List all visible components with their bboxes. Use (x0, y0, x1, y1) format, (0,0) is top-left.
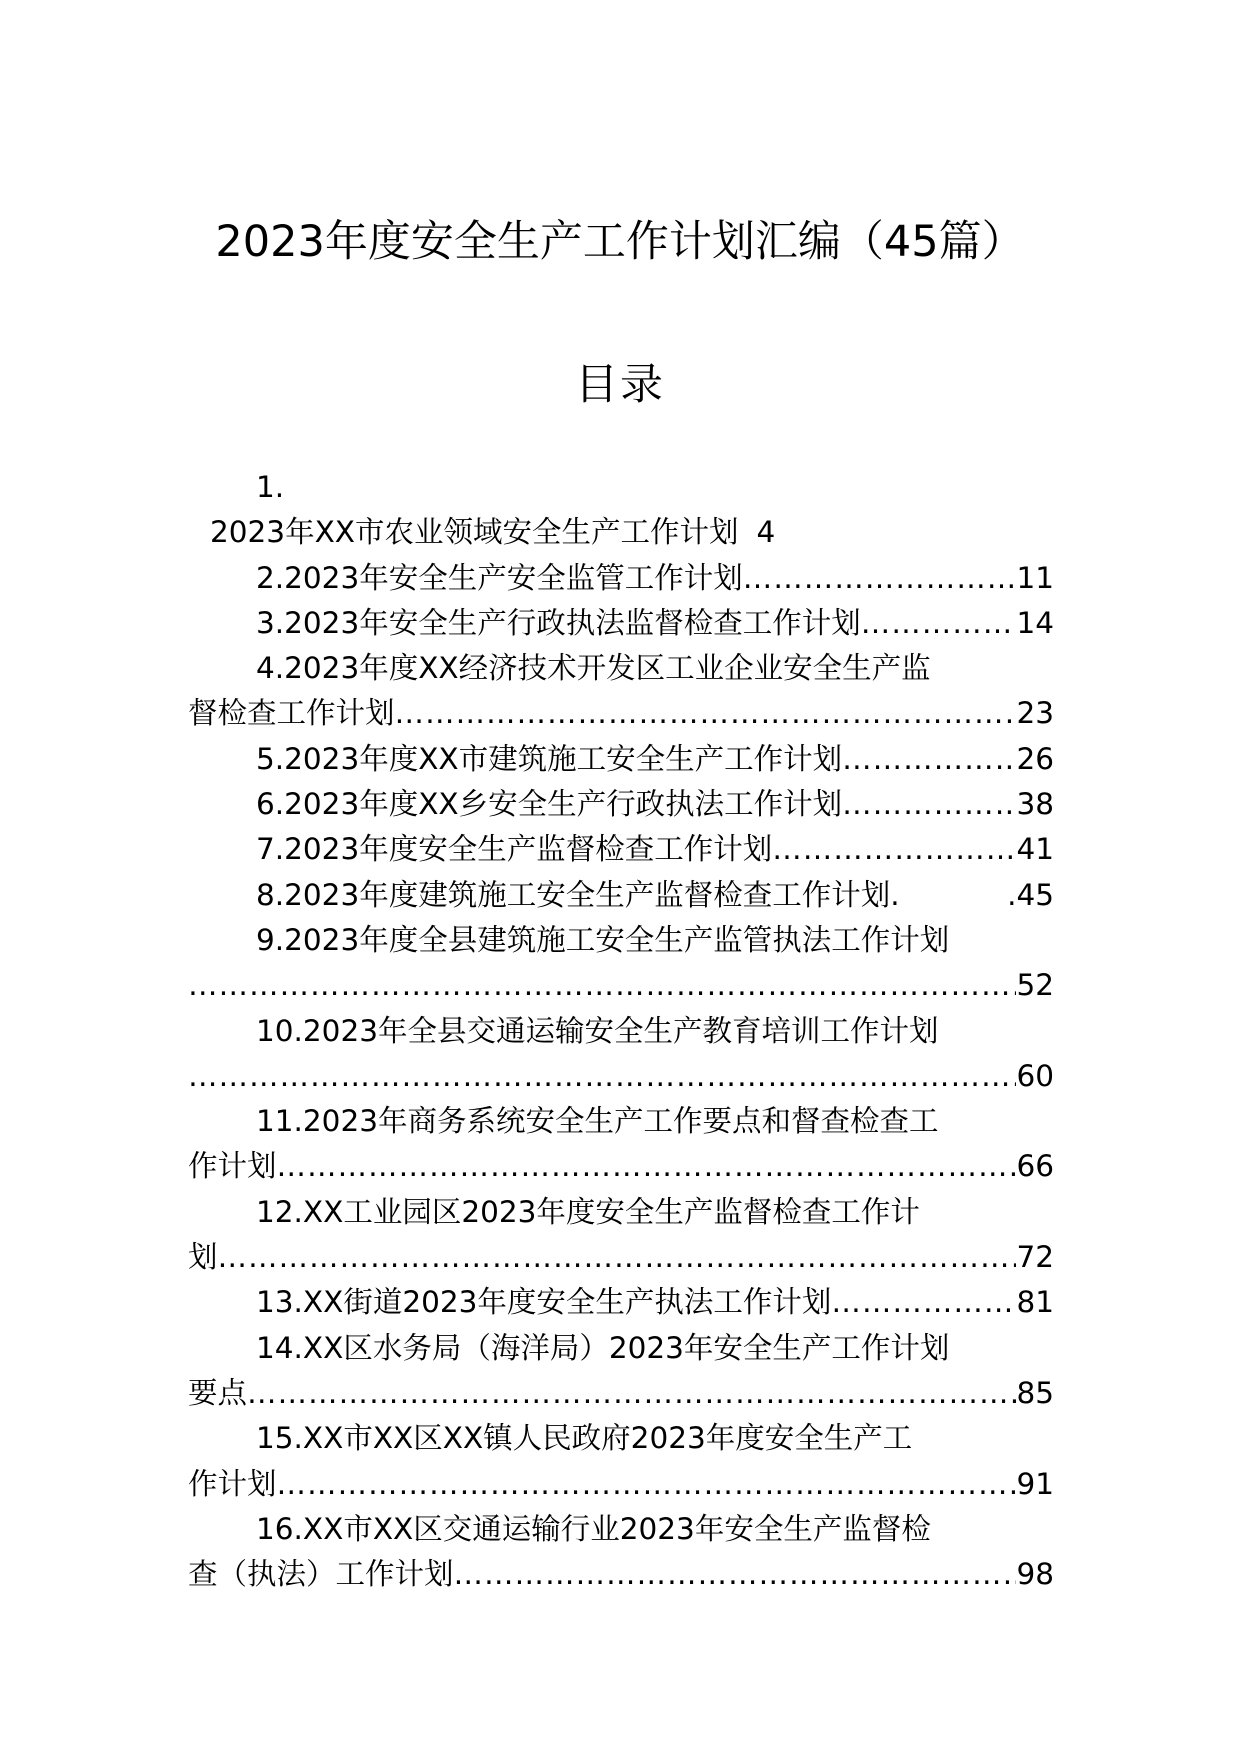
toc-entry-4[interactable] (188, 646, 1054, 737)
toc-entry-title-continued: 作计划 (188, 1149, 277, 1184)
toc-entry-title-continued: 查（执法）工作计划 (188, 1557, 454, 1592)
toc-entry-16[interactable] (188, 1507, 1054, 1598)
toc-entry-page: 52 (1016, 968, 1054, 1003)
toc-entry-page: 91 (1016, 1466, 1054, 1501)
leader-dots (277, 1462, 1017, 1507)
toc-entry-title-continued: 督检查工作计划 (188, 696, 395, 731)
toc-entry-page: 98 (1016, 1557, 1054, 1592)
toc-entry-title-continued: 作计划 (188, 1466, 277, 1501)
leader-dots (842, 782, 1016, 827)
toc-entry-page: 4 (756, 515, 776, 550)
toc-entry-6[interactable] (188, 782, 1054, 827)
toc-entry-title: 2023年XX市农业领域安全生产工作计划 (210, 515, 739, 550)
leader-dots (772, 827, 1016, 872)
toc-entry-page: 23 (1016, 696, 1054, 731)
toc-entry-title-continued: 划 (188, 1240, 218, 1275)
toc-entry-15[interactable] (188, 1416, 1054, 1507)
toc-entry-title: 6.2023年度XX乡安全生产行政执法工作计划 (256, 787, 843, 822)
toc-entry-title: 14.XX区水务局（海洋局）2023年安全生产工作计划 (256, 1330, 950, 1365)
toc-entry-13[interactable] (188, 1280, 1054, 1325)
toc-entry-title: 15.XX市XX区XX镇人民政府2023年度安全生产工 (256, 1421, 913, 1456)
toc-entry-page: 66 (1016, 1149, 1054, 1184)
toc-entry-title-continued: 要点 (188, 1375, 248, 1410)
leader-dots (188, 963, 1016, 1008)
leader-dots (861, 601, 1017, 646)
toc-entry-7[interactable] (188, 827, 1054, 872)
toc-entry-title: 11.2023年商务系统安全生产工作要点和督查检查工 (256, 1104, 939, 1139)
toc-entry-title: 9.2023年度全县建筑施工安全生产监管执法工作计划 (256, 922, 950, 957)
toc-entry-page: .45 (1007, 877, 1054, 912)
toc-entry-2[interactable] (188, 556, 1054, 601)
toc-entry-title: 5.2023年度XX市建筑施工安全生产工作计划 (256, 741, 843, 776)
toc-entry-page: 38 (1016, 787, 1054, 822)
toc-entry-page: 72 (1016, 1240, 1054, 1275)
toc-entry-title: 8.2023年度建筑施工安全生产监督检查工作计划. (256, 877, 900, 912)
leader-dots (831, 1280, 1016, 1325)
toc-entry-title: 13.XX街道2023年度安全生产执法工作计划 (256, 1285, 832, 1320)
toc-entry-number: 1. (256, 470, 285, 504)
leader-dots (743, 556, 1017, 601)
toc-entry-1[interactable] (188, 465, 1054, 556)
toc-entry-9[interactable] (188, 918, 1054, 1009)
toc-entry-title: 4.2023年度XX经济技术开发区工业企业安全生产监 (256, 651, 931, 686)
toc-entry-page: 85 (1016, 1375, 1054, 1410)
toc-entry-page: 41 (1016, 832, 1054, 867)
leader-dots (218, 1235, 1017, 1280)
toc-entry-page: 60 (1016, 1058, 1054, 1093)
leader-dots (277, 1144, 1017, 1189)
toc-entry-title: 2.2023年安全生产安全监管工作计划 (256, 560, 743, 595)
document-title: 2023年度安全生产工作计划汇编（45篇） (215, 217, 1025, 267)
toc-entry-title: 12.XX工业园区2023年度安全生产监督检查工作计 (256, 1194, 920, 1229)
toc-entry-page: 11 (1016, 560, 1054, 595)
leader-dots (247, 1371, 1016, 1416)
toc-entry-page: 14 (1016, 605, 1054, 640)
toc-entry-title: 16.XX市XX区交通运输行业2023年安全生产监督检 (256, 1511, 931, 1546)
leader-dots (395, 691, 1017, 736)
toc-entry-12[interactable] (188, 1190, 1054, 1281)
toc-entry-page: 81 (1016, 1285, 1054, 1320)
toc-entry-3[interactable] (188, 601, 1054, 646)
leader-dots (454, 1552, 1017, 1597)
toc-entry-5[interactable] (188, 737, 1054, 782)
leader-dots (842, 737, 1016, 782)
toc-entry-8[interactable] (188, 873, 1054, 918)
toc-entry-11[interactable] (188, 1099, 1054, 1190)
toc-entry-10[interactable] (188, 1009, 1054, 1100)
table-of-contents (188, 465, 1054, 1597)
toc-heading: 目录 (575, 360, 665, 410)
leader-dots (188, 1054, 1016, 1099)
toc-entry-14[interactable] (188, 1326, 1054, 1417)
toc-entry-title: 10.2023年全县交通运输安全生产教育培训工作计划 (256, 1013, 939, 1048)
toc-entry-page: 26 (1016, 741, 1054, 776)
toc-entry-title: 3.2023年安全生产行政执法监督检查工作计划 (256, 605, 861, 640)
toc-entry-title: 7.2023年度安全生产监督检查工作计划 (256, 832, 773, 867)
